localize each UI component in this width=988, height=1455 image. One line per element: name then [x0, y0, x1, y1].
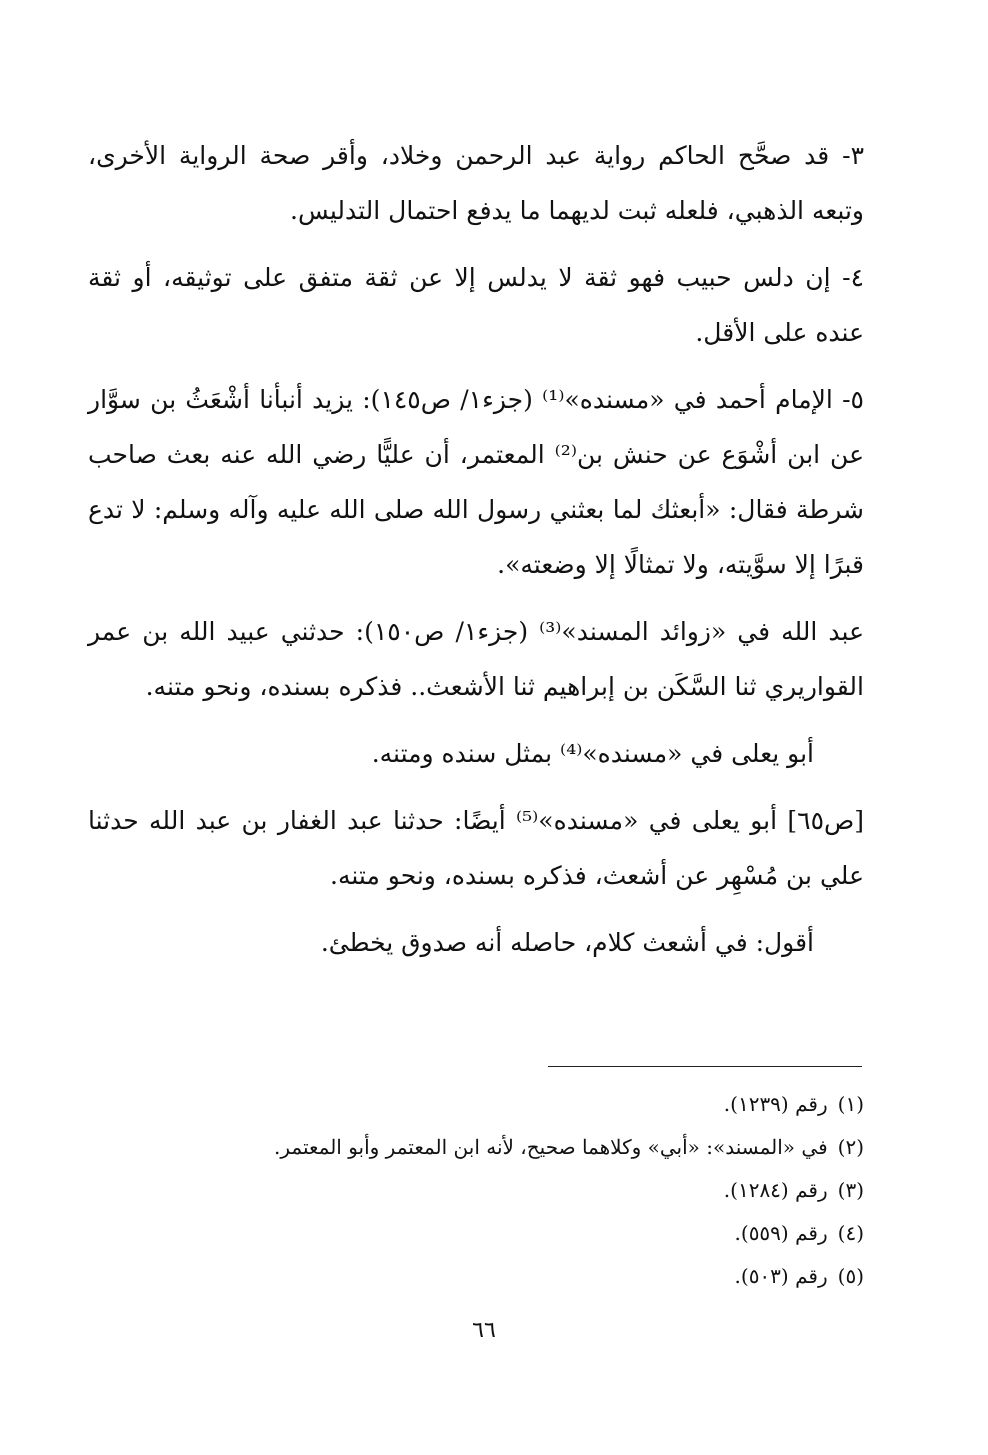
footnote-2	[164, 1126, 864, 1169]
main-text	[88, 128, 864, 982]
footnote-divider	[548, 1066, 862, 1067]
footnote-3	[164, 1169, 864, 1212]
page-number: ٦٦	[472, 1318, 496, 1343]
footnote-text: في «المسند»: «أبي» وكلاهما صحيح، لأنه ابن المعتمر وأبو المعتمر.	[274, 1135, 828, 1159]
footnote-number: (٥)	[837, 1264, 864, 1288]
footnote-text: رقم (٥٠٣).	[734, 1264, 828, 1288]
footnote-text: رقم (٥٥٩).	[734, 1221, 828, 1245]
paragraph-3: ٣- قد صحَّح الحاكم رواية عبد الرحمن وخلاد، وأقر صحة الرواية الأخرى، وتبعه الذهبي، فلعله ثبت لديهما ما يدفع احتمال التدليس.	[88, 141, 864, 225]
footnote-1	[164, 1083, 864, 1126]
footnote-number: (١)	[837, 1092, 864, 1116]
footnotes	[164, 1083, 864, 1298]
footnote-number: (٢)	[837, 1135, 864, 1159]
footnote-text: رقم (١٢٨٤).	[723, 1178, 828, 1202]
footnote-number: (٤)	[837, 1221, 864, 1245]
paragraph-abdullah-zawaid: عبد الله في «زوائد المسند»⁽³⁾ (جزء١/ ص١٥٠): حدثني عبيد الله بن عمر القواريري ثنا السَّكَن بن إبراهيم ثنا الأشعث.. فذكره بسنده، ونحو متنه.	[88, 617, 864, 701]
footnote-number: (٣)	[837, 1178, 864, 1202]
paragraph-4: ٤- إن دلس حبيب فهو ثقة لا يدلس إلا عن ثقة متفق على توثيقه، أو ثقة عنده على الأقل.	[88, 263, 864, 347]
paragraph-aqulu: أقول: في أشعث كلام، حاصله أنه صدوق يخطئ.	[320, 928, 814, 957]
paragraph-5-ahmad: ٥- الإمام أحمد في «مسنده»⁽¹⁾ (جزء١/ ص١٤٥): يزيد أنبأنا أشْعَثُ بن سوَّار عن ابن أشْوَع عن حنش بن⁽²⁾ المعتمر، أن عليًّا رضي الله عنه بعث صاحب شرطة فقال: «أبعثك لما بعثني رسول الله صلى الله عليه وآله وسلم: لا تدع قبرًا إلا سوَّيته، ولا تمثالًا إلا وضعته».	[88, 385, 864, 579]
paragraph-abu-yala-2: [ص٦٥] أبو يعلى في «مسنده»⁽⁵⁾ أيضًا: حدثنا عبد الغفار بن عبد الله حدثنا علي بن مُسْهِر عن أشعث، فذكره بسنده، ونحو متنه.	[88, 806, 865, 890]
footnote-5	[164, 1255, 864, 1298]
paragraph-abu-yala-1: أبو يعلى في «مسنده»⁽⁴⁾ بمثل سنده ومتنه.	[371, 739, 814, 768]
footnote-text: رقم (١٢٣٩).	[723, 1092, 828, 1116]
footnote-4	[164, 1212, 864, 1255]
